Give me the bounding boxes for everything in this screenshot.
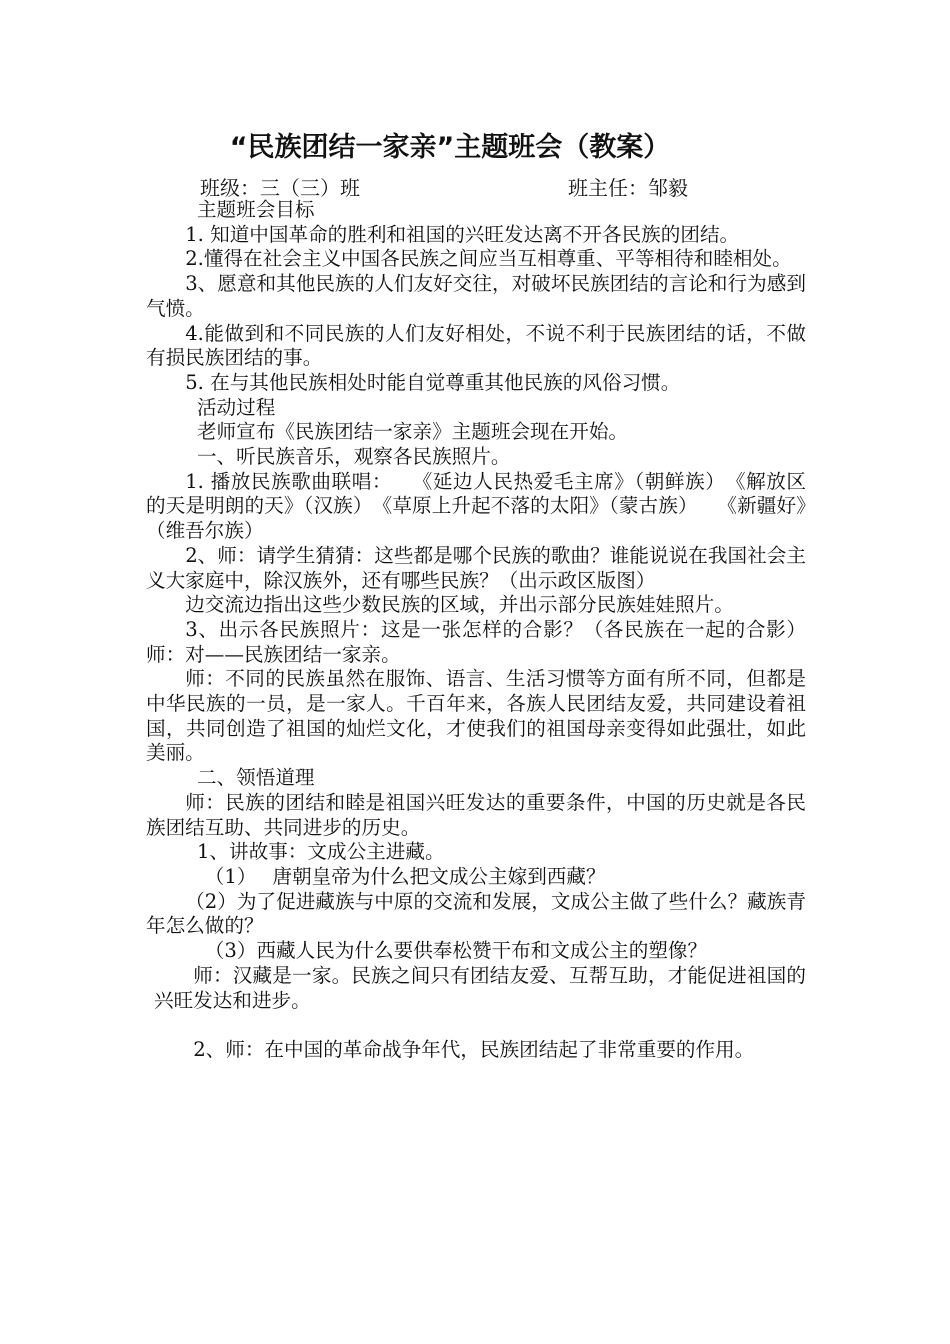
section-heading-goals: 主题班会目标 bbox=[196, 198, 315, 221]
goal-item-4: 4.能做到和不同民族的人们友好相处，不说不利于民族团结的话，不做有损民族团结的事。 bbox=[146, 321, 806, 370]
section-heading-process: 活动过程 bbox=[196, 395, 276, 419]
class-info: 班级：三（三）班 bbox=[200, 176, 360, 200]
goal-item-1: 1. 知道中国革命的胜利和祖国的兴旺发达离不开各民族的团结。 bbox=[185, 222, 740, 246]
paragraph-history: 师：民族的团结和睦是祖国兴旺发达的重要条件，中国的历史就是各民族团结互助、共同进步的历史。 bbox=[146, 790, 806, 839]
teacher-info: 班主任：邹毅 bbox=[568, 176, 688, 200]
subsection-heading-understanding: 二、领悟道理 bbox=[196, 766, 315, 790]
question-1: （1） 唐朝皇帝为什么把文成公主嫁到西藏？ bbox=[204, 864, 606, 888]
goal-item-3: 3、愿意和其他民族的人们友好交往，对破坏民族团结的言论和行为感到气愤。 bbox=[146, 272, 806, 320]
question-2: （2）为了促进藏族与中原的交流和发展，文成公主做了些什么？藏族青年怎么做的？ bbox=[146, 889, 806, 938]
paragraph-han-tibet: 师：汉藏是一家。民族之间只有团结友爱、互帮互助，才能促进祖国的兴旺发达和进步。 bbox=[154, 963, 806, 1012]
goal-item-5: 5. 在与其他民族相处时能自觉尊重其他民族的风俗习惯。 bbox=[185, 370, 681, 394]
paragraph-regions: 边交流边指出这些少数民族的区域，并出示部分民族娃娃照片。 bbox=[185, 593, 734, 617]
document-title: “民族团结一家亲”主题班会（教案） bbox=[229, 132, 671, 163]
paragraph-photo: 3、出示各民族照片：这是一张怎样的合影？（各民族在一起的合影）师：对——民族团结一家亲。 bbox=[146, 617, 806, 666]
paragraph-opening: 老师宣布《民族团结一家亲》主题班会现在开始。 bbox=[196, 420, 629, 444]
paragraph-guess: 2、师：请学生猜猜：这些都是哪个民族的歌曲？谁能说说在我国社会主义大家庭中，除汉族外，还有哪些民族？（出示政区版图） bbox=[146, 543, 806, 592]
blank-line bbox=[146, 1013, 806, 1038]
paragraph-teacher-unity: 师：不同的民族虽然在服饰、语言、生活习惯等方面有所不同，但都是中华民族的一员，是一家人。千百年来，各族人民团结友爱，共同建设着祖国，共同创造了祖国的灿烂文化，才使我们的祖国母亲变得如此强壮，如此美丽。 bbox=[146, 667, 806, 765]
goal-item-2: 2.懂得在社会主义中国各民族之间应当互相尊重、平等相待和睦相处。 bbox=[185, 247, 792, 271]
paragraph-revolution: 2、师：在中国的革命战争年代，民族团结起了非常重要的作用。 bbox=[193, 1037, 755, 1061]
paragraph-story: 1、讲故事：文成公主进藏。 bbox=[196, 840, 445, 864]
question-3: （3）西藏人民为什么要供奉松赞干布和文成公主的塑像？ bbox=[204, 939, 708, 963]
paragraph-songs: 1. 播放民族歌曲联唱： 《延边人民热爱毛主席》（朝鲜族） 《解放区的天是明朗的天》（汉族） 《草原上升起不落的太阳》（蒙古族） 《新疆好》（维吾尔族） bbox=[146, 469, 806, 543]
document-body bbox=[146, 198, 806, 1063]
subsection-heading-music: 一、听民族音乐，观察各民族照片。 bbox=[196, 445, 511, 469]
